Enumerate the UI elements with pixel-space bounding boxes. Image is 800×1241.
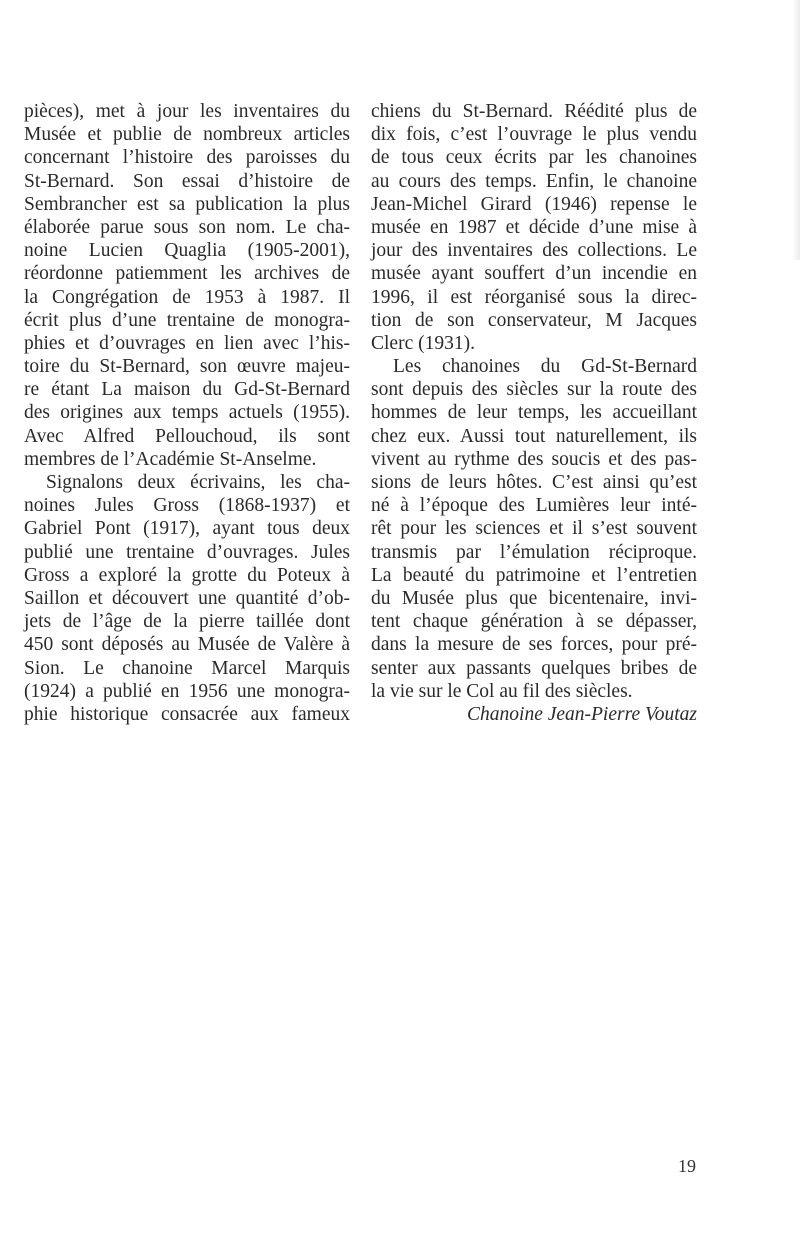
text-line: hommes de leur temps, les accueillant <box>371 402 697 424</box>
text-line: élaborée parue sous son nom. Le cha- <box>24 216 350 238</box>
text-line: Gross a exploré la grotte du Poteux à <box>24 564 350 586</box>
text-line: 1996, il est réorganisé sous la direc- <box>371 286 697 308</box>
text-line: la Congrégation de 1953 à 1987. Il <box>24 286 350 308</box>
text-line: dix fois, c’est l’ouvrage le plus vendu <box>371 124 697 146</box>
text-line: toire du St-Bernard, son œuvre majeu- <box>24 356 350 378</box>
text-line: au cours des temps. Enfin, le chanoine <box>371 170 697 192</box>
text-line: St-Bernard. Son essai d’histoire de <box>24 170 350 192</box>
text-line: re étant La maison du Gd-St-Bernard <box>24 379 350 401</box>
text-line: jets de l’âge de la pierre taillée dont <box>24 611 350 633</box>
paragraph-start-line: Les chanoines du Gd-St-Bernard <box>393 356 697 378</box>
left-text-column <box>24 100 350 726</box>
author-signature: Chanoine Jean-Pierre Voutaz <box>467 703 697 725</box>
text-line: phie historique consacrée aux fameux <box>24 703 350 725</box>
text-line: 450 sont déposés au Musée de Valère à <box>24 634 350 656</box>
text-line: Avec Alfred Pellouchoud, ils sont <box>24 425 350 447</box>
text-line: rêt pour les sciences et il s’est souvent <box>371 518 697 540</box>
text-line: noine Lucien Quaglia (1905-2001), <box>24 240 350 262</box>
text-line: tion de son conservateur, M Jacques <box>371 309 697 331</box>
text-line: concernant l’histoire des paroisses du <box>24 147 350 169</box>
text-line: la vie sur le Col au fil des siècles. <box>371 680 633 702</box>
text-line: du Musée plus que bicentenaire, invi- <box>371 587 697 609</box>
text-line: de tous ceux écrits par les chanoines <box>371 147 697 169</box>
text-line: des origines aux temps actuels (1955). <box>24 402 350 424</box>
text-line: senter aux passants quelques bribes de <box>371 657 697 679</box>
text-line: vivent au rythme des soucis et des pas- <box>371 448 697 470</box>
text-line: sions de leurs hôtes. C’est ainsi qu’est <box>371 472 697 493</box>
text-line: musée ayant souffert d’un incendie en <box>371 263 697 285</box>
text-line: tent chaque génération à se dépasser, <box>371 611 697 633</box>
text-line: sont depuis des siècles sur la route des <box>371 379 697 401</box>
text-line: Musée et publie de nombreux articles <box>24 124 350 146</box>
text-line: Jean-Michel Girard (1946) repense le <box>371 193 697 215</box>
text-line: Sembrancher est sa publication la plus <box>24 193 350 215</box>
text-line: écrit plus d’une trentaine de monogra- <box>24 309 350 331</box>
text-line: publié une trentaine d’ouvrages. Jules <box>24 541 350 563</box>
text-line: jour des inventaires des collections. Le <box>371 240 697 262</box>
page-edge-shadow <box>792 0 800 260</box>
text-line: chiens du St-Bernard. Réédité plus de <box>371 101 697 122</box>
text-line: Sion. Le chanoine Marcel Marquis <box>24 657 350 679</box>
text-line: pièces), met à jour les inventaires du <box>24 101 350 122</box>
text-line: né à l’époque des Lumières leur inté- <box>371 495 697 517</box>
text-line: transmis par l’émulation réciproque. <box>371 541 697 563</box>
text-line: La beauté du patrimoine et l’entretien <box>371 564 697 586</box>
page-number: 19 <box>678 1156 696 1176</box>
text-line: Gabriel Pont (1917), ayant tous deux <box>24 518 350 540</box>
text-line: réordonne patiemment les archives de <box>24 263 350 285</box>
text-line: dans la mesure de ses forces, pour pré- <box>371 634 697 656</box>
paragraph-start-line: Signalons deux écrivains, les cha- <box>46 472 350 493</box>
right-text-column <box>371 100 697 726</box>
text-line: Clerc (1931). <box>371 332 475 354</box>
text-line: membres de l’Académie St-Anselme. <box>24 448 317 470</box>
text-line: Saillon et découvert une quantité d’ob- <box>24 587 350 609</box>
text-line: chez eux. Aussi tout naturellement, ils <box>371 425 697 447</box>
text-line: noines Jules Gross (1868-1937) et <box>24 495 350 517</box>
text-line: musée en 1987 et décide d’une mise à <box>371 216 697 238</box>
text-line: phies et d’ouvrages en lien avec l’his- <box>24 332 350 354</box>
text-line: (1924) a publié en 1956 une monogra- <box>24 680 350 702</box>
